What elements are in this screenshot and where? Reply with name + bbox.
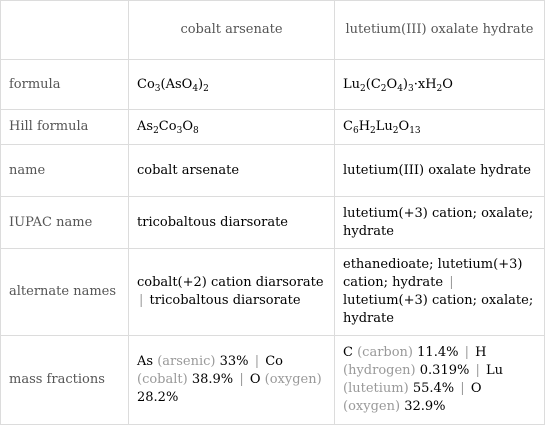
mass-fractions-lutetium-oxalate: C (carbon) 11.4% | H (hydrogen) 0.319% | Lu (lutetium) 55.4% | O (oxygen) 32.9% [335, 336, 545, 425]
row-label: IUPAC name [1, 197, 129, 249]
name-cobalt-arsenate: cobalt arsenate [129, 145, 335, 197]
table-row-iupac-name [1, 197, 545, 249]
table-row-alternate-names [1, 249, 545, 336]
row-label: Hill formula [1, 110, 129, 145]
header-lutetium-oxalate: lutetium(III) oxalate hydrate [335, 1, 545, 60]
formula-cobalt-arsenate: $Co_3(AsO_4)_2$ [129, 60, 335, 110]
header-cobalt-arsenate: cobalt arsenate [129, 1, 335, 60]
alternate-names-cobalt-arsenate: cobalt(+2) cation diarsorate | tricobaltous diarsorate [129, 249, 335, 336]
table-row-name [1, 145, 545, 197]
row-label: name [1, 145, 129, 197]
header-empty-cell [1, 1, 129, 60]
mass-fractions-cobalt-arsenate: As (arsenic) 33% | Co (cobalt) 38.9% | O (oxygen) 28.2% [129, 336, 335, 425]
alternate-names-lutetium-oxalate: ethanedioate; lutetium(+3) cation; hydrate | lutetium(+3) cation; oxalate; hydrate [335, 249, 545, 336]
table-row-hill-formula [1, 110, 545, 145]
iupac-cobalt-arsenate: tricobaltous diarsorate [129, 197, 335, 249]
table-row-formula [1, 60, 545, 110]
name-lutetium-oxalate: lutetium(III) oxalate hydrate [335, 145, 545, 197]
hill-formula-lutetium-oxalate: $C_6H_2Lu_2O_{13}$ [335, 110, 545, 145]
hill-formula-cobalt-arsenate: $As_2Co_3O_8$ [129, 110, 335, 145]
iupac-lutetium-oxalate: lutetium(+3) cation; oxalate; hydrate [335, 197, 545, 249]
formula-lutetium-oxalate: $Lu_2(C_2O_4)_3\cdot xH_2O$ [335, 60, 545, 110]
row-label: mass fractions [1, 336, 129, 425]
table-row-mass-fractions [1, 336, 545, 425]
header-row [1, 1, 545, 60]
row-label: formula [1, 60, 129, 110]
row-label: alternate names [1, 249, 129, 336]
